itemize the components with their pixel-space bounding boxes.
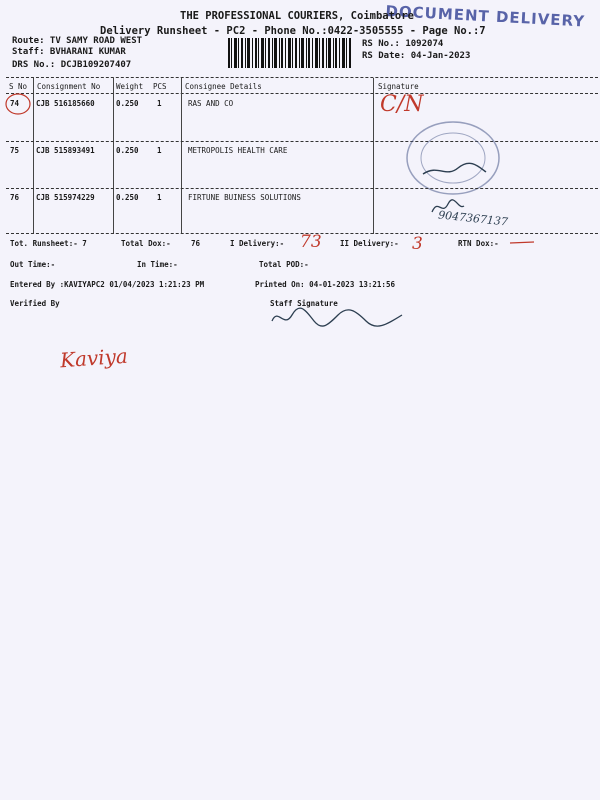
col-signature: Signature xyxy=(378,82,419,91)
col-divider xyxy=(33,78,34,234)
row-rule xyxy=(6,141,598,142)
rs-date: RS Date: 04-Jan-2023 xyxy=(362,51,471,61)
out-time: Out Time:- xyxy=(10,260,56,269)
staff-signature-label: Staff Signature xyxy=(270,299,338,308)
table-top-rule xyxy=(6,77,598,78)
company-name: THE PROFESSIONAL COURIERS, Coimbatore xyxy=(180,10,414,22)
rs-number: RS No.: 1092074 xyxy=(362,39,444,49)
row-pcs: 1 xyxy=(157,146,162,155)
row-consignee: METROPOLIS HEALTH CARE xyxy=(188,146,288,155)
total-pod: Total POD:- xyxy=(259,260,309,269)
staff-signature-scribble xyxy=(266,303,416,333)
row-consignment: CJB 515974229 xyxy=(36,193,95,202)
runsheet-title: Delivery Runsheet - PC2 - Phone No.:0422-3505555 - Page No.:7 xyxy=(100,25,486,37)
total-dox-value: 76 xyxy=(191,239,201,248)
header-rule xyxy=(6,93,598,94)
handwritten-dash xyxy=(508,239,536,247)
row-weight: 0.250 xyxy=(116,146,139,155)
col-divider xyxy=(181,78,182,234)
col-consignee: Consignee Details xyxy=(185,82,262,91)
row-consignee: RAS AND CO xyxy=(188,99,234,108)
entered-by: Entered By :KAVIYAPC2 01/04/2023 1:21:23 PM xyxy=(10,280,205,289)
ii-delivery-label: II Delivery:- xyxy=(340,239,399,248)
col-divider xyxy=(113,78,114,234)
row-sno: 75 xyxy=(10,146,20,155)
col-divider xyxy=(373,78,374,234)
row-weight: 0.250 xyxy=(116,99,139,108)
total-dox-label: Total Dox:- xyxy=(121,239,171,248)
route: Route: TV SAMY ROAD WEST xyxy=(12,36,143,46)
row-sno: 74 xyxy=(10,99,20,108)
rtn-dox-label: RTN Dox:- xyxy=(458,239,499,248)
row-pcs: 1 xyxy=(157,193,162,202)
col-consignment: Consignment No xyxy=(37,82,101,91)
row-consignee: FIRTUNE BUINESS SOLUTIONS xyxy=(188,193,301,202)
handwritten-signature-cn: C/N xyxy=(380,92,424,117)
handwritten-name: Kaviya xyxy=(59,343,129,373)
row-pcs: 1 xyxy=(157,99,162,108)
in-time: In Time:- xyxy=(137,260,178,269)
handwritten-circle xyxy=(4,92,32,116)
printed-on: Printed On: 04-01-2023 13:21:56 xyxy=(255,280,395,289)
handwritten-phone-number: 9047367137 xyxy=(437,208,509,229)
row-sno: 76 xyxy=(10,193,20,202)
drs-number: DRS No.: DCJB109207407 xyxy=(12,60,132,70)
i-delivery-label: I Delivery:- xyxy=(230,239,285,248)
row-weight: 0.250 xyxy=(116,193,139,202)
col-weight: Weight xyxy=(116,82,144,91)
tot-runsheet: Tot. Runsheet:- 7 xyxy=(10,239,87,248)
verified-by: Verified By xyxy=(10,299,60,308)
col-pcs: PCS xyxy=(153,82,167,91)
row-consignment: CJB 516185660 xyxy=(36,99,95,108)
barcode xyxy=(228,38,353,68)
staff-name: Staff: BVHARANI KUMAR xyxy=(12,47,126,57)
col-sno: S No xyxy=(9,82,28,91)
row-rule xyxy=(6,188,598,189)
ii-delivery-value: 3 xyxy=(412,234,423,254)
i-delivery-value: 73 xyxy=(300,232,322,252)
row-consignment: CJB 515893491 xyxy=(36,146,95,155)
document-delivery-stamp: DOCUMENT DELIVERY xyxy=(385,2,586,31)
